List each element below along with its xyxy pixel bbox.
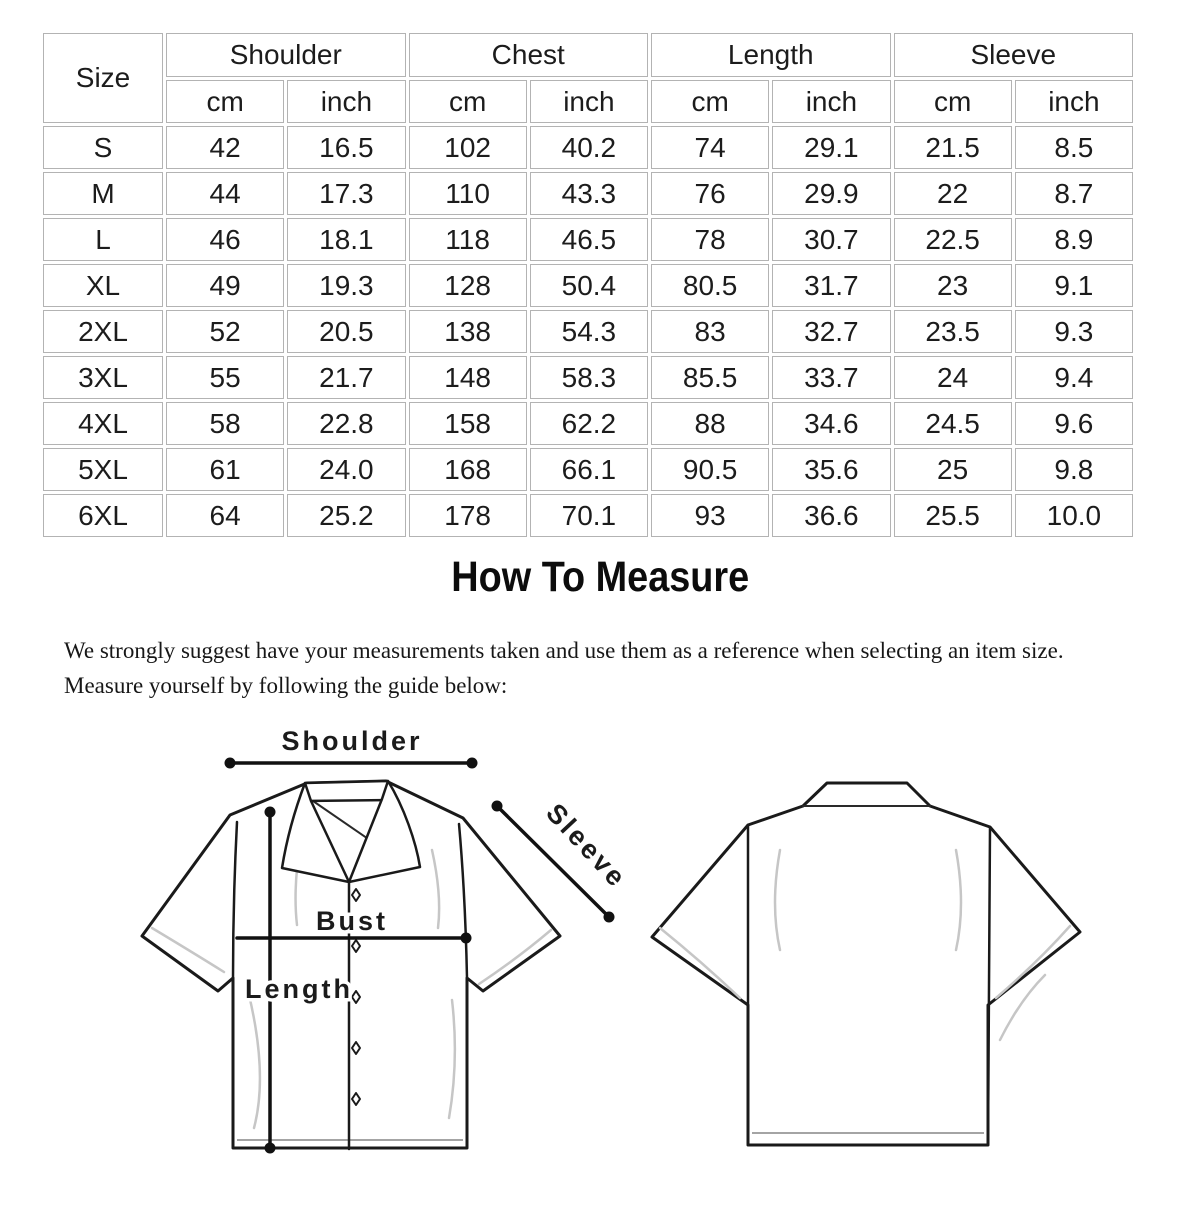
size-chart-table [40,30,1136,540]
measurement-cell: 16.5 [287,126,405,169]
table-row [43,494,1133,537]
size-column-header: Size [43,33,163,123]
measurement-cell: 32.7 [772,310,890,353]
measurement-cell: 78 [651,218,769,261]
measurement-cell: 24.5 [894,402,1012,445]
measurement-cell: 118 [409,218,527,261]
unit-header: inch [1015,80,1133,123]
measurement-cell: 35.6 [772,448,890,491]
measurement-cell: 70.1 [530,494,648,537]
measurement-cell: 19.3 [287,264,405,307]
table-row [43,126,1133,169]
measure-endpoint [467,758,478,769]
measurement-cell: 30.7 [772,218,890,261]
measurement-cell: 49 [166,264,284,307]
measurement-cell: 20.5 [287,310,405,353]
measurement-cell: 58.3 [530,356,648,399]
unit-header: inch [772,80,890,123]
unit-header: cm [651,80,769,123]
column-group-sleeve: Sleeve [894,33,1134,77]
measurement-cell: 9.8 [1015,448,1133,491]
how-to-measure-heading [0,553,1200,602]
table-row [43,448,1133,491]
measurement-cell: 93 [651,494,769,537]
unit-header: cm [894,80,1012,123]
measurement-cell: 17.3 [287,172,405,215]
measurement-cell: 64 [166,494,284,537]
size-chart-body [43,126,1133,537]
measurement-cell: 34.6 [772,402,890,445]
column-group-shoulder: Shoulder [166,33,406,77]
measurement-cell: 76 [651,172,769,215]
table-row [43,356,1133,399]
column-group-chest: Chest [409,33,649,77]
measurement-cell: 178 [409,494,527,537]
measurement-cell: 50.4 [530,264,648,307]
measurement-cell: 83 [651,310,769,353]
table-row [43,172,1133,215]
measure-endpoint [265,1143,276,1154]
measurement-cell: 62.2 [530,402,648,445]
measurement-cell: 22.8 [287,402,405,445]
measurement-cell: 66.1 [530,448,648,491]
size-cell: 4XL [43,402,163,445]
measurement-cell: 110 [409,172,527,215]
measurement-cell: 9.6 [1015,402,1133,445]
instruction-line: Measure yourself by following the guide below: [64,673,508,698]
measurement-cell: 85.5 [651,356,769,399]
measurement-cell: 25 [894,448,1012,491]
measurement-cell: 23 [894,264,1012,307]
instruction-line: We strongly suggest have your measurements taken and use them as a reference when selecting an item size. [64,638,1064,663]
shirt-front-view [142,781,560,1149]
measurement-cell: 8.7 [1015,172,1133,215]
size-cell: S [43,126,163,169]
measurement-cell: 46.5 [530,218,648,261]
measurement-cell: 9.3 [1015,310,1133,353]
measurement-cell: 18.1 [287,218,405,261]
measurement-cell: 74 [651,126,769,169]
measurement-cell: 46 [166,218,284,261]
size-cell: XL [43,264,163,307]
measurement-cell: 22 [894,172,1012,215]
measurement-cell: 31.7 [772,264,890,307]
measurement-cell: 61 [166,448,284,491]
measurement-cell: 128 [409,264,527,307]
measurement-cell: 80.5 [651,264,769,307]
measurement-cell: 29.1 [772,126,890,169]
measurement-cell: 102 [409,126,527,169]
table-row [43,310,1133,353]
measure-endpoint [492,801,503,812]
size-chart-section [40,30,1136,540]
measurement-cell: 25.5 [894,494,1012,537]
measurement-cell: 58 [166,402,284,445]
measurement-cell: 43.3 [530,172,648,215]
measurement-cell: 8.9 [1015,218,1133,261]
measure-endpoint [461,933,472,944]
measurement-cell: 8.5 [1015,126,1133,169]
measurement-cell: 42 [166,126,284,169]
measurement-cell: 21.5 [894,126,1012,169]
measurement-cell: 25.2 [287,494,405,537]
measurement-cell: 29.9 [772,172,890,215]
measurement-cell: 158 [409,402,527,445]
column-group-length: Length [651,33,891,77]
sleeve-label: Sleeve [540,797,633,894]
size-cell: 5XL [43,448,163,491]
measurement-cell: 148 [409,356,527,399]
shirt-back-outline [652,783,1080,1145]
unit-header: inch [530,80,648,123]
shirt-front-outline [142,781,560,1148]
measurement-cell: 9.1 [1015,264,1133,307]
bust-label: Bust [316,906,388,936]
measurement-cell: 88 [651,402,769,445]
table-row [43,264,1133,307]
size-cell: M [43,172,163,215]
unit-header: cm [409,80,527,123]
size-cell: 6XL [43,494,163,537]
measurement-cell: 55 [166,356,284,399]
unit-header: inch [287,80,405,123]
measurement-cell: 24 [894,356,1012,399]
measurement-cell: 23.5 [894,310,1012,353]
measurement-cell: 33.7 [772,356,890,399]
size-cell: 3XL [43,356,163,399]
size-cell: L [43,218,163,261]
size-cell: 2XL [43,310,163,353]
table-row [43,218,1133,261]
measurement-cell: 52 [166,310,284,353]
collar-band [303,781,393,801]
measure-diagram [0,700,1200,1208]
measurement-cell: 40.2 [530,126,648,169]
measurement-cell: 36.6 [772,494,890,537]
unit-header: cm [166,80,284,123]
shoulder-label: Shoulder [281,726,423,756]
measurement-cell: 24.0 [287,448,405,491]
measurement-cell: 168 [409,448,527,491]
measurement-cell: 54.3 [530,310,648,353]
measurement-cell: 44 [166,172,284,215]
measurement-cell: 10.0 [1015,494,1133,537]
measurement-cell: 22.5 [894,218,1012,261]
table-row [43,402,1133,445]
measurement-cell: 9.4 [1015,356,1133,399]
measure-endpoint [225,758,236,769]
measurement-cell: 90.5 [651,448,769,491]
measure-endpoint [604,912,615,923]
shirt-back-view [652,783,1080,1145]
heading-text: How To Measure [451,553,749,601]
measure-endpoint [265,807,276,818]
measurement-cell: 138 [409,310,527,353]
length-label: Length [245,974,353,1004]
measurement-cell: 21.7 [287,356,405,399]
measure-instructions [64,633,1174,703]
